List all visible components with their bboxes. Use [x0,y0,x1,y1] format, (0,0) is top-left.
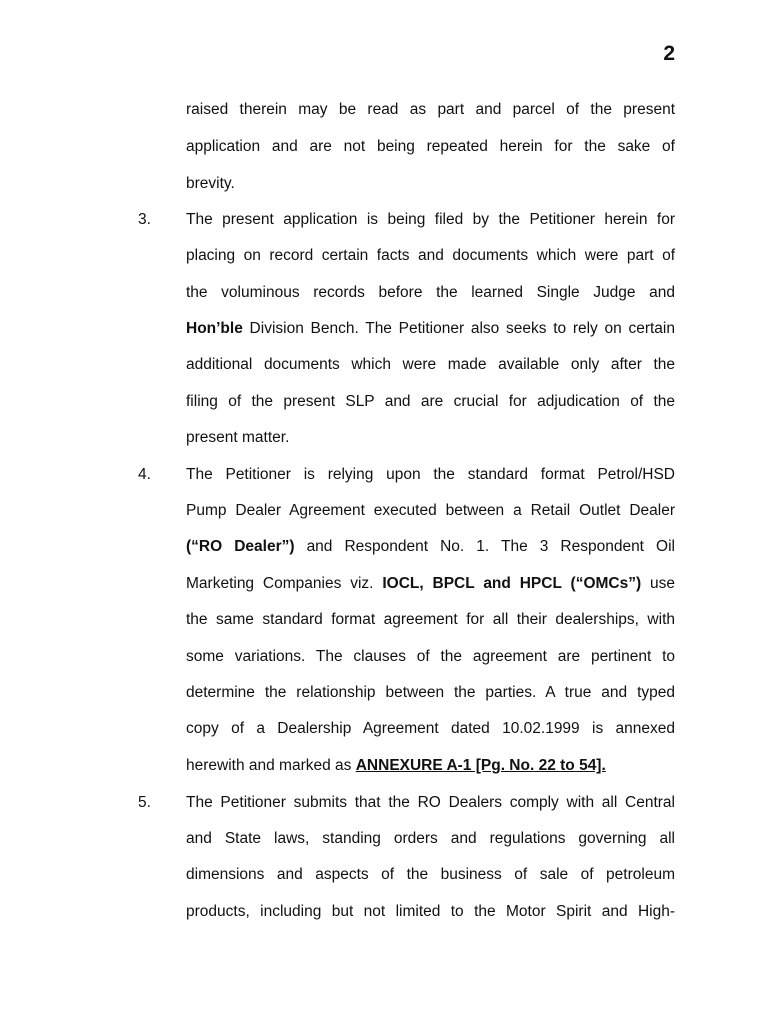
text-line: products, including but not limited to the Motor Spirit and High- [186,903,675,920]
text-span: Marketing Companies viz. [186,575,383,592]
text-line: additional documents which were made available only after the [186,356,675,373]
text-line: raised therein may be read as part and parcel of the present [186,101,675,118]
text-line: dimensions and aspects of the business of sale of petroleum [186,866,675,883]
text-line: Pump Dealer Agreement executed between a Retail Outlet Dealer [186,502,675,519]
text-line: The Petitioner is relying upon the standard format Petrol/HSD [186,466,675,483]
text-line: determine the relationship between the parties. A true and typed [186,684,675,701]
text-line [186,756,675,776]
text-line: copy of a Dealership Agreement dated 10.02.1999 is annexed [186,720,675,737]
defined-term: IOCL, BPCL and HPCL (“OMCs”) [382,575,642,592]
text-line: and State laws, standing orders and regulations governing all [186,830,675,847]
text-line: The present application is being filed by the Petitioner herein for [186,211,675,228]
bold-term: Hon’ble [186,320,243,337]
text-span: Division Bench. The Petitioner also seeks to rely on certain [242,320,675,337]
text-line: placing on record certain facts and documents which were part of [186,247,675,264]
paragraph-number: 3. [138,211,151,228]
text-line: the voluminous records before the learned Single Judge and [186,284,675,301]
text-line: application and are not being repeated herein for the sake of [186,138,675,155]
page-number: 2 [663,42,675,65]
text-line [186,537,675,557]
text-line: the same standard format agreement for all their dealerships, with [186,611,675,628]
text-line [186,319,675,339]
annexure-reference: ANNEXURE A-1 [Pg. No. 22 to 54]. [355,757,606,774]
text-span: and Respondent No. 1. The 3 Respondent Oil [294,538,675,555]
text-span: use [641,575,676,592]
text-line: The Petitioner submits that the RO Dealers comply with all Central [186,794,675,811]
paragraph-number: 5. [138,794,151,811]
text-line: filing of the present SLP and are crucial for adjudication of the [186,393,675,410]
text-line [186,574,675,594]
defined-term: (“RO Dealer”) [186,538,295,555]
paragraph-number: 4. [138,466,151,483]
text-span: herewith and marked as [186,757,356,774]
text-line: some variations. The clauses of the agreement are pertinent to [186,648,675,665]
text-line: brevity. [186,175,235,192]
text-line: present matter. [186,429,290,446]
